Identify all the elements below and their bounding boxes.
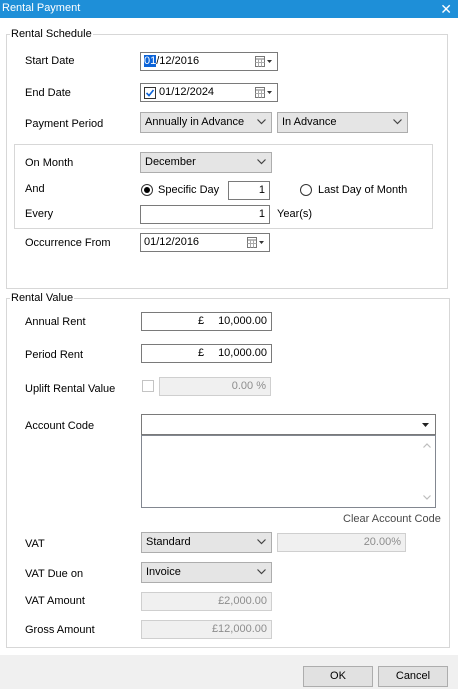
uplift-rental-value-checkbox[interactable] <box>142 380 154 392</box>
vat-amount-label: VAT Amount <box>25 595 85 607</box>
dropdown-arrow-icon <box>422 423 429 427</box>
uplift-percent-input[interactable]: 0.00 % <box>159 377 271 396</box>
payment-timing-select[interactable] <box>277 112 408 133</box>
start-date-picker[interactable] <box>140 52 278 71</box>
scroll-up-icon[interactable] <box>423 443 431 448</box>
specific-day-label: Specific Day <box>158 184 220 196</box>
vat-select[interactable] <box>141 532 272 553</box>
start-date-label: Start Date <box>25 55 75 67</box>
title-bar <box>0 0 458 18</box>
account-code-scrollbar[interactable] <box>419 436 435 507</box>
payment-period-label: Payment Period <box>25 118 104 130</box>
cancel-button[interactable]: Cancel <box>378 666 448 687</box>
dialog-footer <box>0 655 458 689</box>
specific-day-radio[interactable] <box>141 184 153 196</box>
specific-day-input[interactable]: 1 <box>228 181 270 200</box>
vat-due-on-label: VAT Due on <box>25 568 84 580</box>
account-code-label: Account Code <box>25 420 95 432</box>
chevron-down-icon <box>257 159 266 165</box>
period-rent-input[interactable] <box>141 344 272 363</box>
window-title: Rental Payment <box>2 2 81 14</box>
and-label: And <box>25 183 45 195</box>
end-date-value: 01/12/2024 <box>159 86 215 98</box>
period-rent-value: 10,000.00 <box>218 347 267 359</box>
occurrence-from-picker[interactable] <box>140 233 270 252</box>
on-month-label: On Month <box>25 157 74 169</box>
clear-account-code-link[interactable]: Clear Account Code <box>343 513 441 525</box>
gross-amount-label: Gross Amount <box>25 624 95 636</box>
last-day-of-month-label: Last Day of Month <box>318 184 408 196</box>
on-month-select[interactable] <box>140 152 272 173</box>
end-date-label: End Date <box>25 87 71 99</box>
payment-period-value: Annually in Advance <box>145 116 245 128</box>
chevron-down-icon <box>257 539 266 545</box>
period-rent-label: Period Rent <box>25 349 84 361</box>
close-icon[interactable]: ✕ <box>440 1 452 17</box>
payment-timing-value: In Advance <box>282 116 337 128</box>
last-day-of-month-radio[interactable] <box>300 184 312 196</box>
calendar-dropdown-icon[interactable] <box>255 56 273 68</box>
ok-button[interactable]: OK <box>303 666 373 687</box>
gross-amount-field: £12,000.00 <box>141 620 272 639</box>
account-code-select[interactable] <box>141 414 436 435</box>
start-date-selected-segment: 01 <box>144 55 157 67</box>
vat-due-on-select[interactable] <box>141 562 272 583</box>
vat-rate-field: 20.00% <box>277 533 406 552</box>
annual-rent-currency: £ <box>198 315 205 327</box>
start-date-rest: /12/2016 <box>156 55 200 67</box>
scroll-down-icon[interactable] <box>423 495 431 500</box>
every-input[interactable]: 1 <box>140 205 270 224</box>
rental-schedule-legend: Rental Schedule <box>11 28 92 40</box>
every-unit-label: Year(s) <box>277 208 313 220</box>
annual-rent-label: Annual Rent <box>25 316 86 328</box>
account-code-list[interactable] <box>141 435 436 508</box>
payment-period-select[interactable] <box>140 112 272 133</box>
chevron-down-icon <box>393 119 402 125</box>
calendar-dropdown-icon[interactable] <box>255 87 273 99</box>
end-date-picker[interactable] <box>140 83 278 102</box>
period-rent-currency: £ <box>198 347 205 359</box>
vat-due-on-value: Invoice <box>146 566 181 578</box>
annual-rent-value: 10,000.00 <box>218 315 267 327</box>
end-date-checkbox-icon[interactable] <box>144 87 156 99</box>
annual-rent-input[interactable] <box>141 312 272 331</box>
uplift-rental-value-label: Uplift Rental Value <box>25 383 116 395</box>
vat-amount-field: £2,000.00 <box>141 592 272 611</box>
occurrence-from-value: 01/12/2016 <box>144 236 200 248</box>
vat-value: Standard <box>146 536 191 548</box>
every-label: Every <box>25 208 54 220</box>
occurrence-from-label: Occurrence From <box>25 237 111 249</box>
calendar-dropdown-icon[interactable] <box>247 237 265 249</box>
chevron-down-icon <box>257 569 266 575</box>
rental-value-legend: Rental Value <box>11 292 74 304</box>
chevron-down-icon <box>257 119 266 125</box>
on-month-value: December <box>145 156 196 168</box>
vat-label: VAT <box>25 538 45 550</box>
